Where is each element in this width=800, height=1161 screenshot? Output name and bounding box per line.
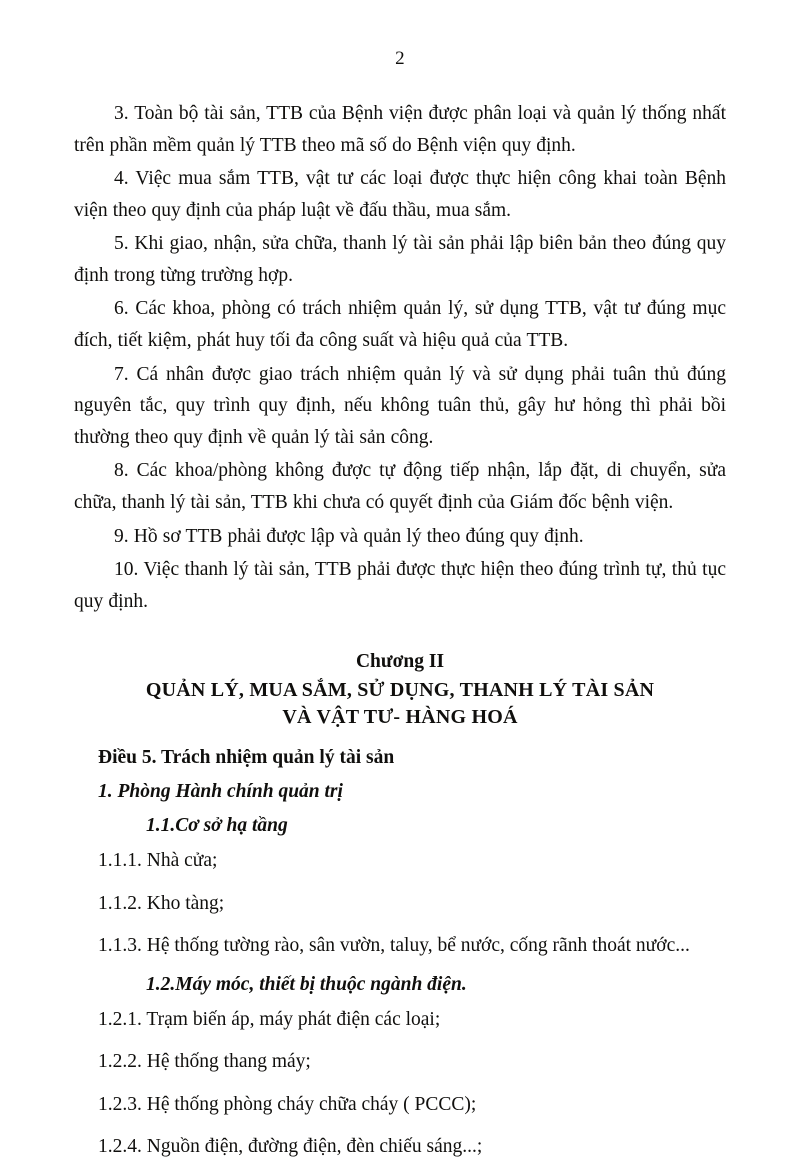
group-heading-2 bbox=[74, 974, 726, 996]
paragraph: 10. Việc thanh lý tài sản, TTB phải được thực hiện theo đúng trình tự, thủ tục quy định. bbox=[74, 559, 726, 612]
chapter-block bbox=[74, 651, 726, 729]
paragraph: 9. Hồ sơ TTB phải được lập và quản lý theo đúng quy định. bbox=[114, 525, 584, 547]
group-title-2: Máy móc, thiết bị thuộc ngành điện. bbox=[175, 974, 467, 996]
document-body bbox=[72, 98, 728, 1161]
paragraph: 3. Toàn bộ tài sản, TTB của Bệnh viện được phân loại và quản lý thống nhất trên phần mềm quản lý TTB theo mã số do Bệnh viện quy định. bbox=[74, 103, 726, 156]
list-item: 1.2.4. Nguồn điện, đường điện, đèn chiếu sáng...; bbox=[98, 1135, 483, 1157]
paragraph: 6. Các khoa, phòng có trách nhiệm quản lý, sử dụng TTB, vật tư đúng mục đích, tiết kiệm, phát huy tối đa công suất và hiệu quả của TTB. bbox=[74, 298, 726, 352]
list-item: 1.1.1. Nhà cửa; bbox=[98, 850, 218, 872]
section-heading: Điều 5. Trách nhiệm quản lý tài sản bbox=[98, 747, 395, 769]
list-item: 1.1.3. Hệ thống tường rào, sân vườn, taluy, bể nước, cống rãnh thoát nước... bbox=[98, 934, 690, 956]
group-number-2: 1.2. bbox=[146, 974, 176, 996]
list-item: 1.2.1. Trạm biến áp, máy phát điện các loại; bbox=[98, 1009, 441, 1031]
group-title-1: Cơ sở hạ tầng bbox=[175, 815, 288, 837]
page-number: 2 bbox=[395, 48, 405, 69]
chapter-title-line-1: QUẢN LÝ, MUA SẮM, SỬ DỤNG, THANH LÝ TÀI SẢN bbox=[145, 679, 655, 702]
paragraph: 7. Cá nhân được giao trách nhiệm quản lý và sử dụng phải tuân thủ đúng nguyên tắc, quy trình quy định, nếu không tuân thủ, gây hư hỏng thì phải bồi thường theo quy định về quản lý tài sản công. bbox=[74, 363, 726, 448]
group-heading-1 bbox=[74, 815, 726, 837]
paragraph: 5. Khi giao, nhận, sửa chữa, thanh lý tài sản phải lập biên bản theo đúng quy định trong từng trường hợp. bbox=[74, 233, 726, 286]
paragraph: 4. Việc mua sắm TTB, vật tư các loại được thực hiện công khai toàn Bệnh viện theo quy định của pháp luật về đấu thầu, mua sắm. bbox=[74, 168, 726, 221]
subsection-heading: 1. Phòng Hành chính quản trị bbox=[98, 781, 343, 803]
list-item: 1.2.3. Hệ thống phòng cháy chữa cháy ( PCCC); bbox=[98, 1093, 477, 1115]
paragraph: 8. Các khoa/phòng không được tự động tiếp nhận, lắp đặt, di chuyển, sửa chữa, thanh lý tài sản, TTB khi chưa có quyết định của Giám đốc bệnh viện. bbox=[74, 460, 726, 513]
chapter-label: Chương II bbox=[355, 651, 445, 673]
chapter-title-line-2: VÀ VẬT TƯ- HÀNG HOÁ bbox=[282, 706, 518, 729]
group-number-1: 1.1. bbox=[146, 815, 176, 837]
list-item: 1.1.2. Kho tàng; bbox=[98, 892, 225, 914]
list-item: 1.2.2. Hệ thống thang máy; bbox=[98, 1051, 311, 1073]
